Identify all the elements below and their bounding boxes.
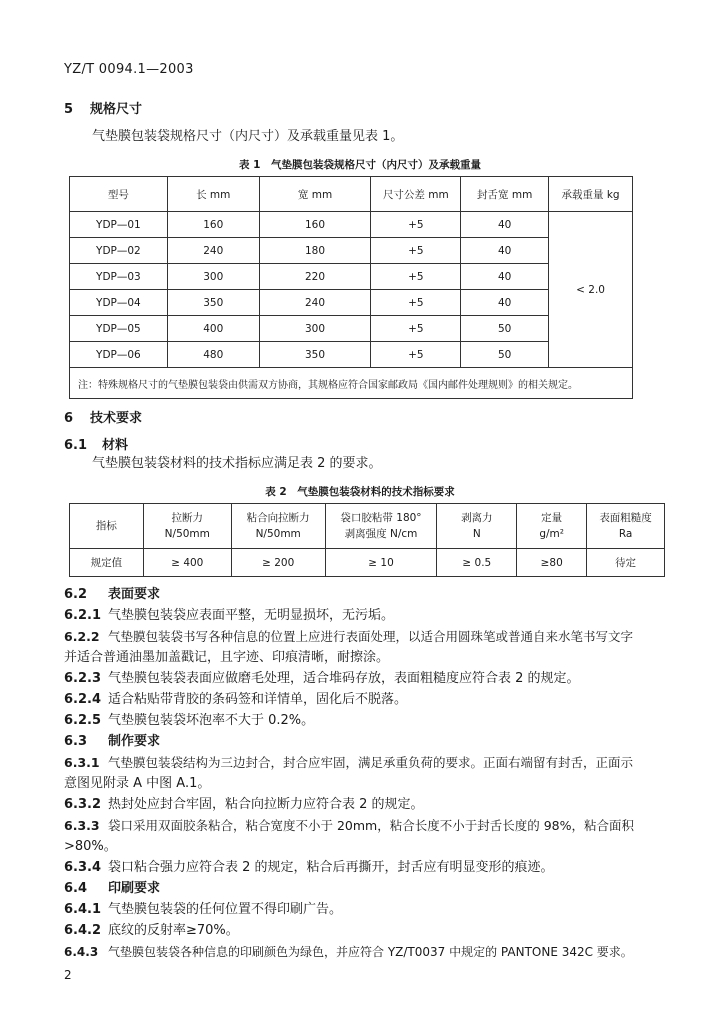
- column-header: 封舌宽 mm: [461, 177, 549, 212]
- column-header: 尺寸公差 mm: [371, 177, 461, 212]
- header-line: 袋口胶粘带 180°: [340, 512, 422, 524]
- page-number: 2: [64, 968, 72, 982]
- table-cell: +5: [371, 264, 461, 290]
- item-text: 适合粘贴带背胶的条码签和详情单，固化后不脱落。: [108, 692, 408, 707]
- header-line: 定量: [541, 512, 563, 524]
- item-number: 6.4: [64, 881, 88, 896]
- table-cell: 40: [461, 264, 549, 290]
- table-2-header-row: [70, 504, 665, 549]
- item-text: 气垫膜包装袋结构为三边封合，封合应牢固，满足承重负荷的要求。正面右端留有封舌，正面示: [108, 755, 634, 770]
- list-item: [64, 942, 704, 962]
- list-item-continuation: [64, 648, 664, 668]
- table-cell: 160: [167, 212, 259, 238]
- section-5-intro: 气垫膜包装袋规格尺寸（内尺寸）及承载重量见表 1。: [92, 129, 404, 144]
- item-number: 6.3.2: [64, 797, 102, 812]
- table-cell: 40: [461, 212, 549, 238]
- item-number: 6.4.3: [64, 945, 99, 959]
- table-cell: ≥ 400: [143, 549, 231, 577]
- header-line: 拉断力: [171, 512, 204, 524]
- list-item: [64, 858, 664, 878]
- header-unit: N: [472, 528, 481, 540]
- table-cell: 40: [461, 238, 549, 264]
- item-text: 气垫膜包装袋坏泡率不大于 0.2%。: [108, 713, 315, 728]
- item-text: 气垫膜包装袋书写各种信息的位置上应进行表面处理，以适合用圆珠笔或普通自来水笔书写文字: [108, 629, 634, 644]
- column-header: [143, 504, 231, 549]
- header-line: 剥离力: [461, 512, 493, 524]
- table-note: 注：特殊规格尺寸的气垫膜包装袋由供需双方协商，其规格应符合国家邮政局《国内邮件处理规则》的相关规定。: [70, 368, 633, 399]
- item-text: 并适合普通油墨加盖戳记，且字迹、印痕清晰，耐擦涂。: [64, 650, 390, 665]
- table-1-note-row: [70, 368, 633, 399]
- item-number: 6.4.2: [64, 923, 102, 938]
- table-cell: 300: [167, 264, 259, 290]
- table-row: [70, 238, 633, 264]
- header-line: 粘合向拉断力: [246, 512, 310, 524]
- table-cell: 480: [167, 342, 259, 368]
- table-cell: ≥80: [517, 549, 587, 577]
- item-text: 气垫膜包装袋表面应做磨毛处理，适合堆码存放，表面粗糙度应符合表 2 的规定。: [108, 671, 580, 686]
- item-text: 袋口粘合强力应符合表 2 的规定，粘合后再撕开，封舌应有明显变形的痕迹。: [108, 860, 554, 875]
- table-cell: 240: [259, 290, 371, 316]
- table-cell: YDP—03: [70, 264, 168, 290]
- list-item: [64, 795, 664, 815]
- section-6-heading: [64, 407, 142, 426]
- column-header: 指标: [70, 504, 144, 549]
- table-row: [70, 264, 633, 290]
- item-number: 6.2.4: [64, 692, 102, 707]
- header-unit: N/50mm: [255, 528, 301, 540]
- list-item: [64, 753, 664, 773]
- table-cell: YDP—02: [70, 238, 168, 264]
- header-unit: N/50mm: [164, 528, 210, 540]
- section-title: 技术要求: [90, 411, 143, 426]
- item-text: 气垫膜包装袋的任何位置不得印刷广告。: [108, 902, 343, 917]
- item-number: 6.3.4: [64, 860, 102, 875]
- table-row: [70, 316, 633, 342]
- list-item: [64, 627, 664, 647]
- column-header: [587, 504, 665, 549]
- item-text: 热封处应封合牢固，粘合向拉断力应符合表 2 的规定。: [108, 797, 424, 812]
- column-header: 长 mm: [167, 177, 259, 212]
- item-text: >80%。: [64, 839, 117, 854]
- table-2-caption: 表 2 气垫膜包装袋材料的技术指标要求: [265, 486, 455, 498]
- table-cell: 240: [167, 238, 259, 264]
- item-number: 6.2.3: [64, 671, 102, 686]
- table-row: [70, 549, 665, 577]
- section-6-1-text: 气垫膜包装袋材料的技术指标应满足表 2 的要求。: [92, 456, 382, 471]
- column-header: 型号: [70, 177, 168, 212]
- section-number: 6.1: [64, 438, 88, 453]
- item-text: 制作要求: [108, 734, 161, 749]
- table-cell: 规定值: [70, 549, 144, 577]
- column-header: 承载重量 kg: [549, 177, 633, 212]
- table-1-caption: 表 1 气垫膜包装袋规格尺寸（内尺寸）及承载重量: [239, 159, 481, 171]
- item-number: 6.2: [64, 587, 88, 602]
- table-row: [70, 290, 633, 316]
- section-number: 5: [64, 102, 74, 117]
- load-weight-cell: < 2.0: [549, 212, 633, 368]
- item-text: 底纹的反射率≥70%。: [108, 923, 239, 938]
- header-unit: g/m²: [539, 528, 564, 540]
- column-header: [437, 504, 517, 549]
- table-cell: YDP—06: [70, 342, 168, 368]
- item-text: 气垫膜包装袋各种信息的印刷颜色为绿色，并应符合 YZ/T0037 中规定的 PANTONE 342C 要求。: [108, 945, 633, 959]
- table-cell: YDP—04: [70, 290, 168, 316]
- list-item-continuation: [64, 774, 664, 794]
- section-number: 6: [64, 411, 74, 426]
- list-item: [64, 711, 664, 731]
- list-item: [64, 732, 664, 752]
- table-2: [69, 503, 665, 577]
- column-header: [231, 504, 325, 549]
- table-cell: YDP—05: [70, 316, 168, 342]
- item-number: 6.3.1: [64, 755, 100, 770]
- item-text: 气垫膜包装袋应表面平整，无明显损坏，无污垢。: [108, 608, 395, 623]
- item-number: 6.2.2: [64, 629, 100, 644]
- table-row: [70, 342, 633, 368]
- list-item: [64, 921, 664, 941]
- section-5-heading: [64, 98, 142, 117]
- table-cell: YDP—01: [70, 212, 168, 238]
- item-number: 6.4.1: [64, 902, 102, 917]
- table-row: [70, 212, 633, 238]
- section-title: 规格尺寸: [90, 102, 143, 117]
- table-1: [69, 176, 633, 399]
- table-cell: +5: [371, 316, 461, 342]
- column-header: 宽 mm: [259, 177, 371, 212]
- document-header: YZ/T 0094.1—2003: [64, 62, 194, 77]
- column-header: [517, 504, 587, 549]
- item-text: 表面要求: [108, 587, 161, 602]
- list-item: [64, 606, 664, 626]
- item-number: 6.2.5: [64, 713, 102, 728]
- table-cell: +5: [371, 212, 461, 238]
- table-cell: +5: [371, 342, 461, 368]
- table-cell: 160: [259, 212, 371, 238]
- list-item: [64, 585, 664, 605]
- table-cell: ≥ 10: [325, 549, 437, 577]
- header-unit: 剥离强度 N/cm: [344, 528, 418, 540]
- table-cell: +5: [371, 290, 461, 316]
- item-number: 6.2.1: [64, 608, 102, 623]
- item-text: 意图见附录 A 中图 A.1。: [64, 776, 211, 791]
- header-unit: Ra: [618, 528, 633, 540]
- list-item: [64, 690, 664, 710]
- table-cell: 350: [167, 290, 259, 316]
- list-item: [64, 669, 664, 689]
- column-header: [325, 504, 437, 549]
- list-item: [64, 879, 664, 899]
- table-cell: 待定: [587, 549, 665, 577]
- table-cell: 50: [461, 342, 549, 368]
- item-text: 印刷要求: [108, 881, 161, 896]
- list-item: [64, 816, 664, 836]
- table-cell: 40: [461, 290, 549, 316]
- list-item: [64, 900, 664, 920]
- table-cell: ≥ 0.5: [437, 549, 517, 577]
- item-text: 袋口采用双面胶条粘合，粘合宽度不小于 20mm，粘合长度不小于封舌长度的 98%，粘合面积: [108, 818, 634, 833]
- table-cell: 50: [461, 316, 549, 342]
- table-cell: 180: [259, 238, 371, 264]
- header-line: 表面粗糙度: [599, 512, 652, 524]
- item-number: 6.3: [64, 734, 88, 749]
- table-cell: 220: [259, 264, 371, 290]
- item-number: 6.3.3: [64, 818, 100, 833]
- section-6-1-heading: [64, 434, 128, 453]
- table-cell: ≥ 200: [231, 549, 325, 577]
- table-cell: +5: [371, 238, 461, 264]
- section-title: 材料: [102, 438, 129, 453]
- table-cell: 350: [259, 342, 371, 368]
- table-cell: 400: [167, 316, 259, 342]
- table-cell: 300: [259, 316, 371, 342]
- list-item-continuation: [64, 837, 664, 857]
- table-1-header-row: [70, 177, 633, 212]
